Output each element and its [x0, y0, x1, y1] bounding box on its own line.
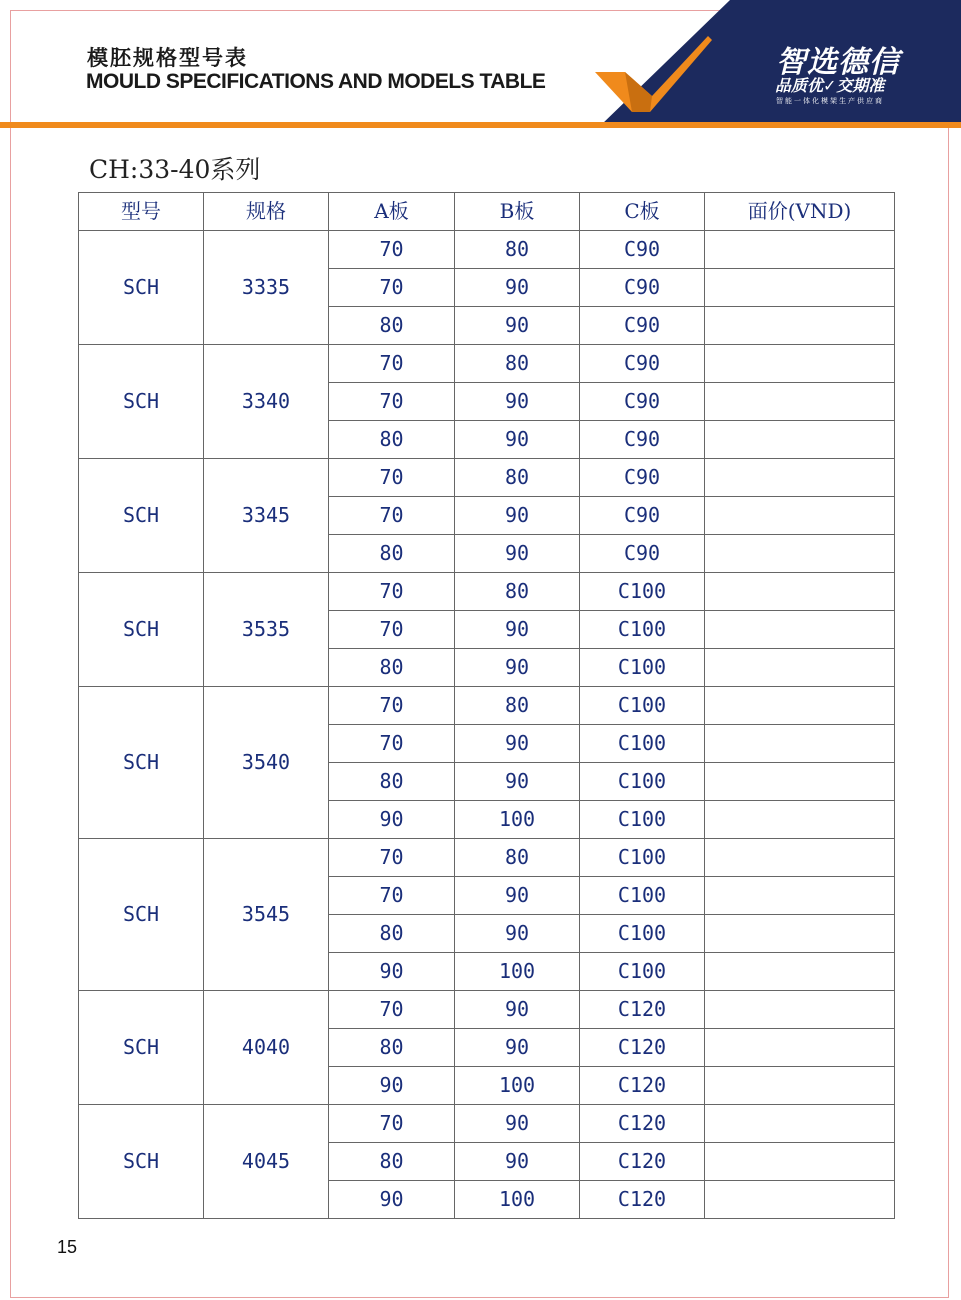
- c-plate-cell: C100: [580, 725, 705, 763]
- table-row: [79, 839, 895, 877]
- table-row: [79, 1105, 895, 1143]
- spec-cell: 3535: [204, 573, 329, 687]
- b-plate-cell: 90: [455, 383, 580, 421]
- c-plate-cell: C100: [580, 611, 705, 649]
- b-plate-cell: 90: [455, 611, 580, 649]
- a-plate-cell: 70: [329, 345, 455, 383]
- b-plate-cell: 90: [455, 649, 580, 687]
- brand-tagline: 智能一体化模架生产供应商: [776, 97, 884, 105]
- price-cell: [705, 649, 895, 687]
- b-plate-cell: 80: [455, 459, 580, 497]
- c-plate-cell: C100: [580, 953, 705, 991]
- b-plate-cell: 80: [455, 345, 580, 383]
- c-plate-cell: C90: [580, 231, 705, 269]
- c-plate-cell: C120: [580, 1181, 705, 1219]
- a-plate-cell: 70: [329, 573, 455, 611]
- brand-slogan: 品质优✓交期准: [775, 76, 885, 95]
- a-plate-cell: 70: [329, 611, 455, 649]
- price-cell: [705, 763, 895, 801]
- c-plate-cell: C120: [580, 991, 705, 1029]
- spec-cell: 4045: [204, 1105, 329, 1219]
- c-plate-cell: C100: [580, 573, 705, 611]
- a-plate-cell: 70: [329, 725, 455, 763]
- c-plate-cell: C100: [580, 763, 705, 801]
- spec-cell: 3340: [204, 345, 329, 459]
- model-cell: SCH: [79, 991, 204, 1105]
- a-plate-cell: 80: [329, 1143, 455, 1181]
- model-cell: SCH: [79, 573, 204, 687]
- model-cell: SCH: [79, 345, 204, 459]
- c-plate-cell: C100: [580, 877, 705, 915]
- price-cell: [705, 231, 895, 269]
- a-plate-cell: 80: [329, 1029, 455, 1067]
- a-plate-cell: 70: [329, 231, 455, 269]
- a-plate-cell: 90: [329, 953, 455, 991]
- b-plate-cell: 80: [455, 687, 580, 725]
- header-c-plate: C板: [580, 193, 705, 231]
- c-plate-cell: C100: [580, 649, 705, 687]
- price-cell: [705, 1143, 895, 1181]
- c-plate-cell: C90: [580, 535, 705, 573]
- header-price: 面价(VND): [705, 193, 895, 231]
- spec-cell: 4040: [204, 991, 329, 1105]
- table-body: [79, 231, 895, 1219]
- price-cell: [705, 687, 895, 725]
- price-cell: [705, 953, 895, 991]
- price-cell: [705, 839, 895, 877]
- model-cell: SCH: [79, 1105, 204, 1219]
- price-cell: [705, 801, 895, 839]
- a-plate-cell: 70: [329, 687, 455, 725]
- a-plate-cell: 70: [329, 269, 455, 307]
- price-cell: [705, 877, 895, 915]
- model-cell: SCH: [79, 687, 204, 839]
- price-cell: [705, 1181, 895, 1219]
- price-cell: [705, 1105, 895, 1143]
- b-plate-cell: 100: [455, 801, 580, 839]
- price-cell: [705, 269, 895, 307]
- b-plate-cell: 100: [455, 1067, 580, 1105]
- price-cell: [705, 1067, 895, 1105]
- b-plate-cell: 90: [455, 535, 580, 573]
- table-row: [79, 687, 895, 725]
- a-plate-cell: 90: [329, 1181, 455, 1219]
- c-plate-cell: C100: [580, 915, 705, 953]
- model-cell: SCH: [79, 839, 204, 991]
- table-row: [79, 345, 895, 383]
- price-cell: [705, 383, 895, 421]
- model-cell: SCH: [79, 459, 204, 573]
- c-plate-cell: C100: [580, 839, 705, 877]
- b-plate-cell: 90: [455, 915, 580, 953]
- spec-cell: 3545: [204, 839, 329, 991]
- c-plate-cell: C100: [580, 801, 705, 839]
- price-cell: [705, 421, 895, 459]
- b-plate-cell: 90: [455, 1143, 580, 1181]
- header-divider: [0, 122, 961, 128]
- b-plate-cell: 90: [455, 725, 580, 763]
- c-plate-cell: C90: [580, 269, 705, 307]
- price-cell: [705, 915, 895, 953]
- c-plate-cell: C120: [580, 1105, 705, 1143]
- b-plate-cell: 90: [455, 1105, 580, 1143]
- b-plate-cell: 90: [455, 269, 580, 307]
- b-plate-cell: 90: [455, 763, 580, 801]
- c-plate-cell: C90: [580, 497, 705, 535]
- table-row: [79, 231, 895, 269]
- model-cell: SCH: [79, 231, 204, 345]
- price-cell: [705, 535, 895, 573]
- price-cell: [705, 725, 895, 763]
- b-plate-cell: 100: [455, 1181, 580, 1219]
- spec-cell: 3335: [204, 231, 329, 345]
- series-title: CH:33-40系列: [89, 155, 261, 184]
- b-plate-cell: 90: [455, 1029, 580, 1067]
- price-cell: [705, 991, 895, 1029]
- header-spec: 规格: [204, 193, 329, 231]
- table-header-row: [79, 193, 895, 231]
- spec-cell: 3345: [204, 459, 329, 573]
- brand-name: 智选德信: [776, 45, 900, 80]
- a-plate-cell: 70: [329, 1105, 455, 1143]
- c-plate-cell: C120: [580, 1143, 705, 1181]
- b-plate-cell: 100: [455, 953, 580, 991]
- b-plate-cell: 80: [455, 573, 580, 611]
- b-plate-cell: 90: [455, 307, 580, 345]
- a-plate-cell: 90: [329, 1067, 455, 1105]
- b-plate-cell: 90: [455, 991, 580, 1029]
- price-cell: [705, 573, 895, 611]
- c-plate-cell: C90: [580, 459, 705, 497]
- a-plate-cell: 80: [329, 307, 455, 345]
- a-plate-cell: 70: [329, 877, 455, 915]
- a-plate-cell: 70: [329, 459, 455, 497]
- header-title-cn: 模胚规格型号表: [87, 46, 248, 70]
- a-plate-cell: 70: [329, 991, 455, 1029]
- a-plate-cell: 80: [329, 915, 455, 953]
- a-plate-cell: 80: [329, 535, 455, 573]
- price-cell: [705, 611, 895, 649]
- table-row: [79, 459, 895, 497]
- a-plate-cell: 80: [329, 763, 455, 801]
- c-plate-cell: C90: [580, 421, 705, 459]
- a-plate-cell: 70: [329, 497, 455, 535]
- page-number: 15: [57, 1237, 78, 1257]
- c-plate-cell: C120: [580, 1067, 705, 1105]
- table-row: [79, 573, 895, 611]
- c-plate-cell: C90: [580, 307, 705, 345]
- a-plate-cell: 80: [329, 649, 455, 687]
- b-plate-cell: 80: [455, 231, 580, 269]
- b-plate-cell: 80: [455, 839, 580, 877]
- c-plate-cell: C90: [580, 383, 705, 421]
- a-plate-cell: 80: [329, 421, 455, 459]
- b-plate-cell: 90: [455, 421, 580, 459]
- price-cell: [705, 1029, 895, 1067]
- header-model: 型号: [79, 193, 204, 231]
- price-cell: [705, 345, 895, 383]
- spec-table: [78, 192, 895, 1219]
- a-plate-cell: 90: [329, 801, 455, 839]
- spec-cell: 3540: [204, 687, 329, 839]
- price-cell: [705, 459, 895, 497]
- header-title-en: MOULD SPECIFICATIONS AND MODELS TABLE: [86, 70, 546, 93]
- a-plate-cell: 70: [329, 383, 455, 421]
- header-b-plate: B板: [455, 193, 580, 231]
- c-plate-cell: C90: [580, 345, 705, 383]
- a-plate-cell: 70: [329, 839, 455, 877]
- b-plate-cell: 90: [455, 497, 580, 535]
- table-row: [79, 991, 895, 1029]
- header-a-plate: A板: [329, 193, 455, 231]
- b-plate-cell: 90: [455, 877, 580, 915]
- c-plate-cell: C100: [580, 687, 705, 725]
- c-plate-cell: C120: [580, 1029, 705, 1067]
- price-cell: [705, 307, 895, 345]
- price-cell: [705, 497, 895, 535]
